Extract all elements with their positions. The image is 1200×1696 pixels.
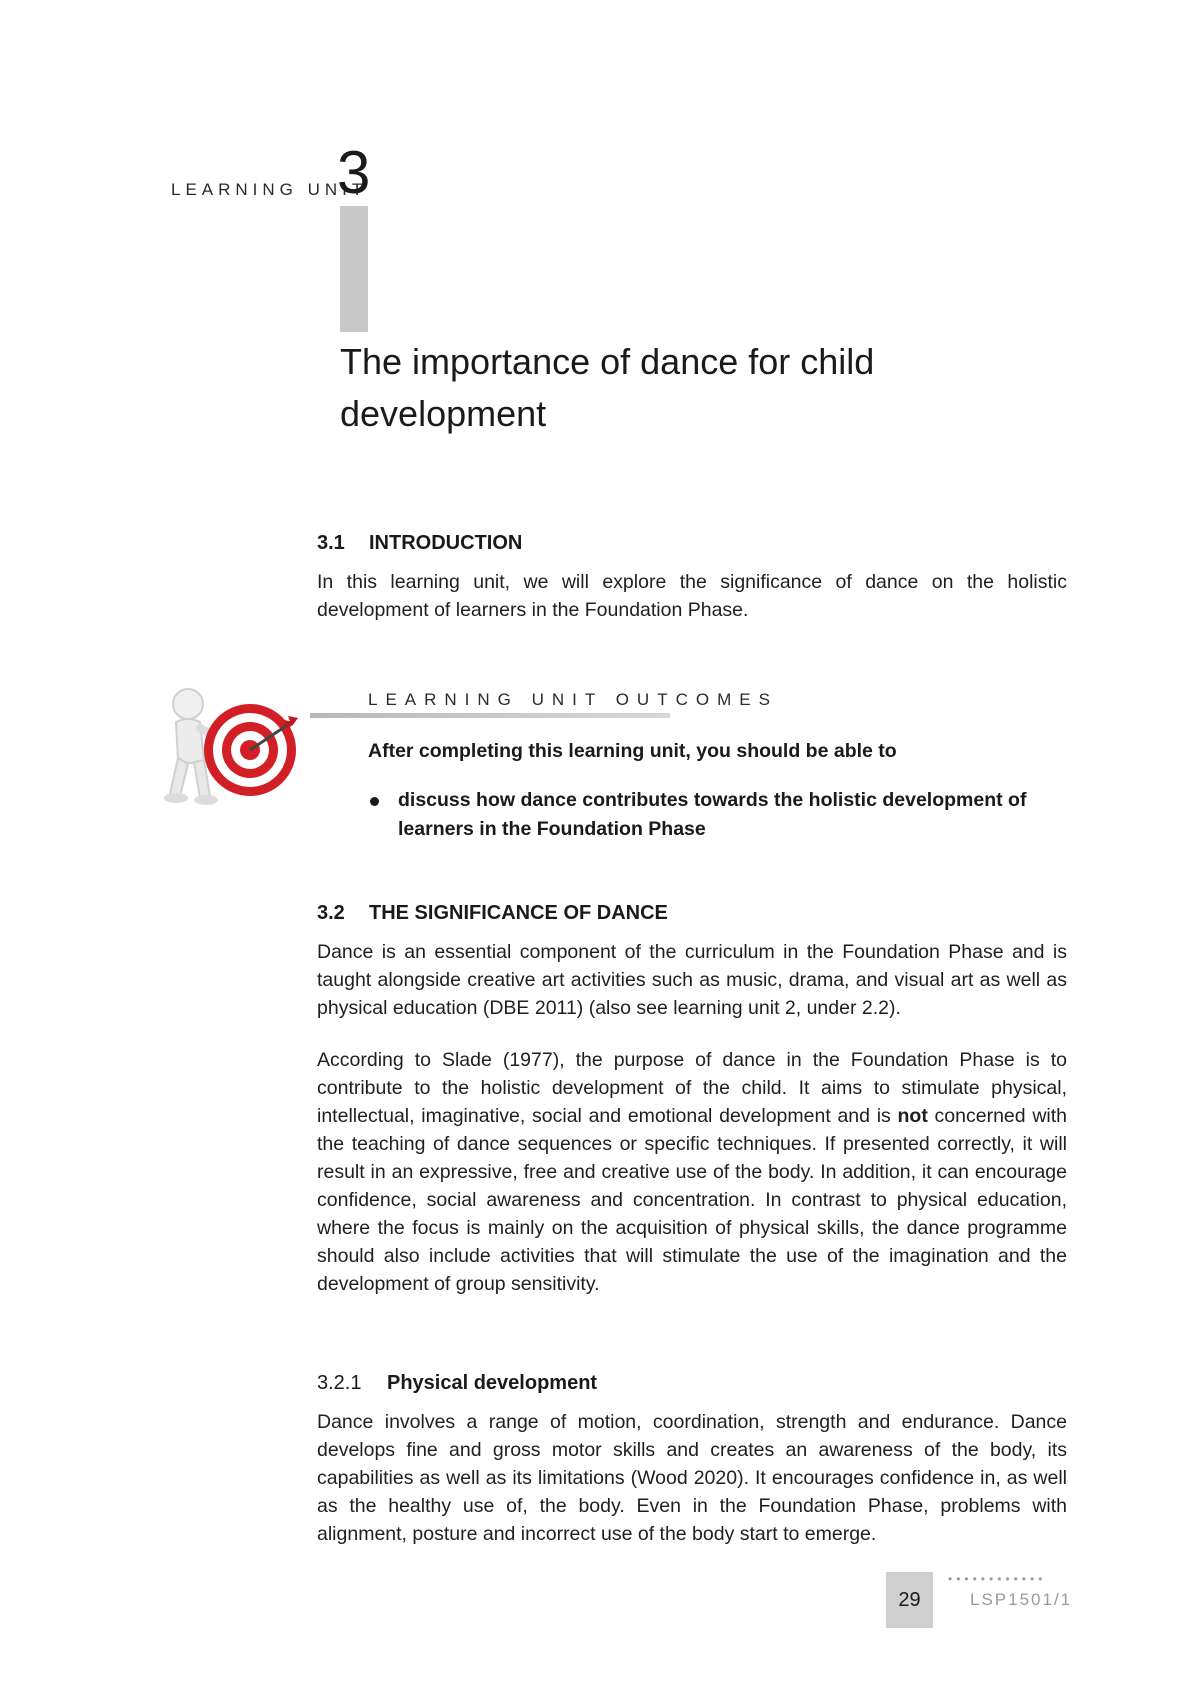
section-number: 3.1 bbox=[317, 532, 345, 554]
section-3-2-paragraph-2 bbox=[317, 1046, 1067, 1298]
outcomes-list bbox=[368, 786, 1068, 844]
paragraph-text: concerned with the teaching of dance sequences or specific techniques. If presented correctly, it will result in an expressive, free and creative use of the body. In addition, it can encourage confidence, social awareness and concentration. In contrast to physical education, where the focus is mainly on the acquisition of physical skills, the dance programme should also include activities that will stimulate the use of the imagination and the development of group sensitivity. bbox=[317, 1105, 1068, 1295]
learning-unit-number: 3 bbox=[337, 139, 371, 206]
paragraph-text: According to Slade (1977), the purpose of dance in the Foundation Phase is to contribute to the holistic development of the child. It aims to stimulate physical, intellectual, imaginative, social and emotional development and is bbox=[317, 1049, 1067, 1127]
section-number: 3.2 bbox=[317, 902, 345, 924]
emphasis-text: not bbox=[897, 1105, 928, 1127]
outcomes-divider bbox=[310, 713, 670, 718]
section-3-2-paragraph-1: Dance is an essential component of the curriculum in the Foundation Phase and is taught alongside creative art activities such as music, drama, and visual art as well as physical education (DBE 2011) (also see learning unit 2, under 2.2). bbox=[317, 941, 1067, 1019]
section-3-2-1-text: Dance involves a range of motion, coordination, strength and endurance. Dance develops fine and gross motor skills and creates an awareness of the body, its capabilities as well as its limitations (Wood 2020). It encourages confidence in, as well as the healthy use of, the body. Even in the Foundation Phase, problems with alignment, posture and incorrect use of the body start to emerge. bbox=[317, 1411, 1067, 1545]
page-number-box bbox=[886, 1572, 933, 1628]
page-title: The importance of dance for child development bbox=[340, 341, 875, 434]
section-title: Physical development bbox=[387, 1372, 598, 1394]
module-code: LSP1501/1 bbox=[970, 1590, 1073, 1609]
section-3-1-text: In this learning unit, we will explore the significance of dance on the holistic development of learners in the Foundation Phase. bbox=[317, 571, 1067, 621]
outcomes-intro: After completing this learning unit, you should be able to bbox=[368, 740, 897, 762]
learning-unit-label: LEARNING UNIT bbox=[171, 180, 368, 199]
bullet-icon bbox=[370, 797, 379, 806]
section-title: THE SIGNIFICANCE OF DANCE bbox=[369, 902, 668, 924]
list-item bbox=[368, 786, 1068, 844]
section-title: INTRODUCTION bbox=[369, 532, 523, 554]
learning-unit-bar bbox=[340, 206, 368, 332]
section-3-2-heading bbox=[317, 902, 668, 925]
footer-dots: •••••••••••• bbox=[948, 1572, 1047, 1586]
section-3-1-heading bbox=[317, 532, 522, 555]
target-icon bbox=[150, 682, 300, 812]
section-number: 3.2.1 bbox=[317, 1372, 362, 1394]
section-3-2-1-heading bbox=[317, 1372, 597, 1395]
page-number: 29 bbox=[898, 1588, 921, 1611]
outcomes-label: LEARNING UNIT OUTCOMES bbox=[368, 690, 778, 709]
outcome-text: discuss how dance contributes towards the holistic development of learners in the Foundation Phase bbox=[398, 789, 1027, 840]
